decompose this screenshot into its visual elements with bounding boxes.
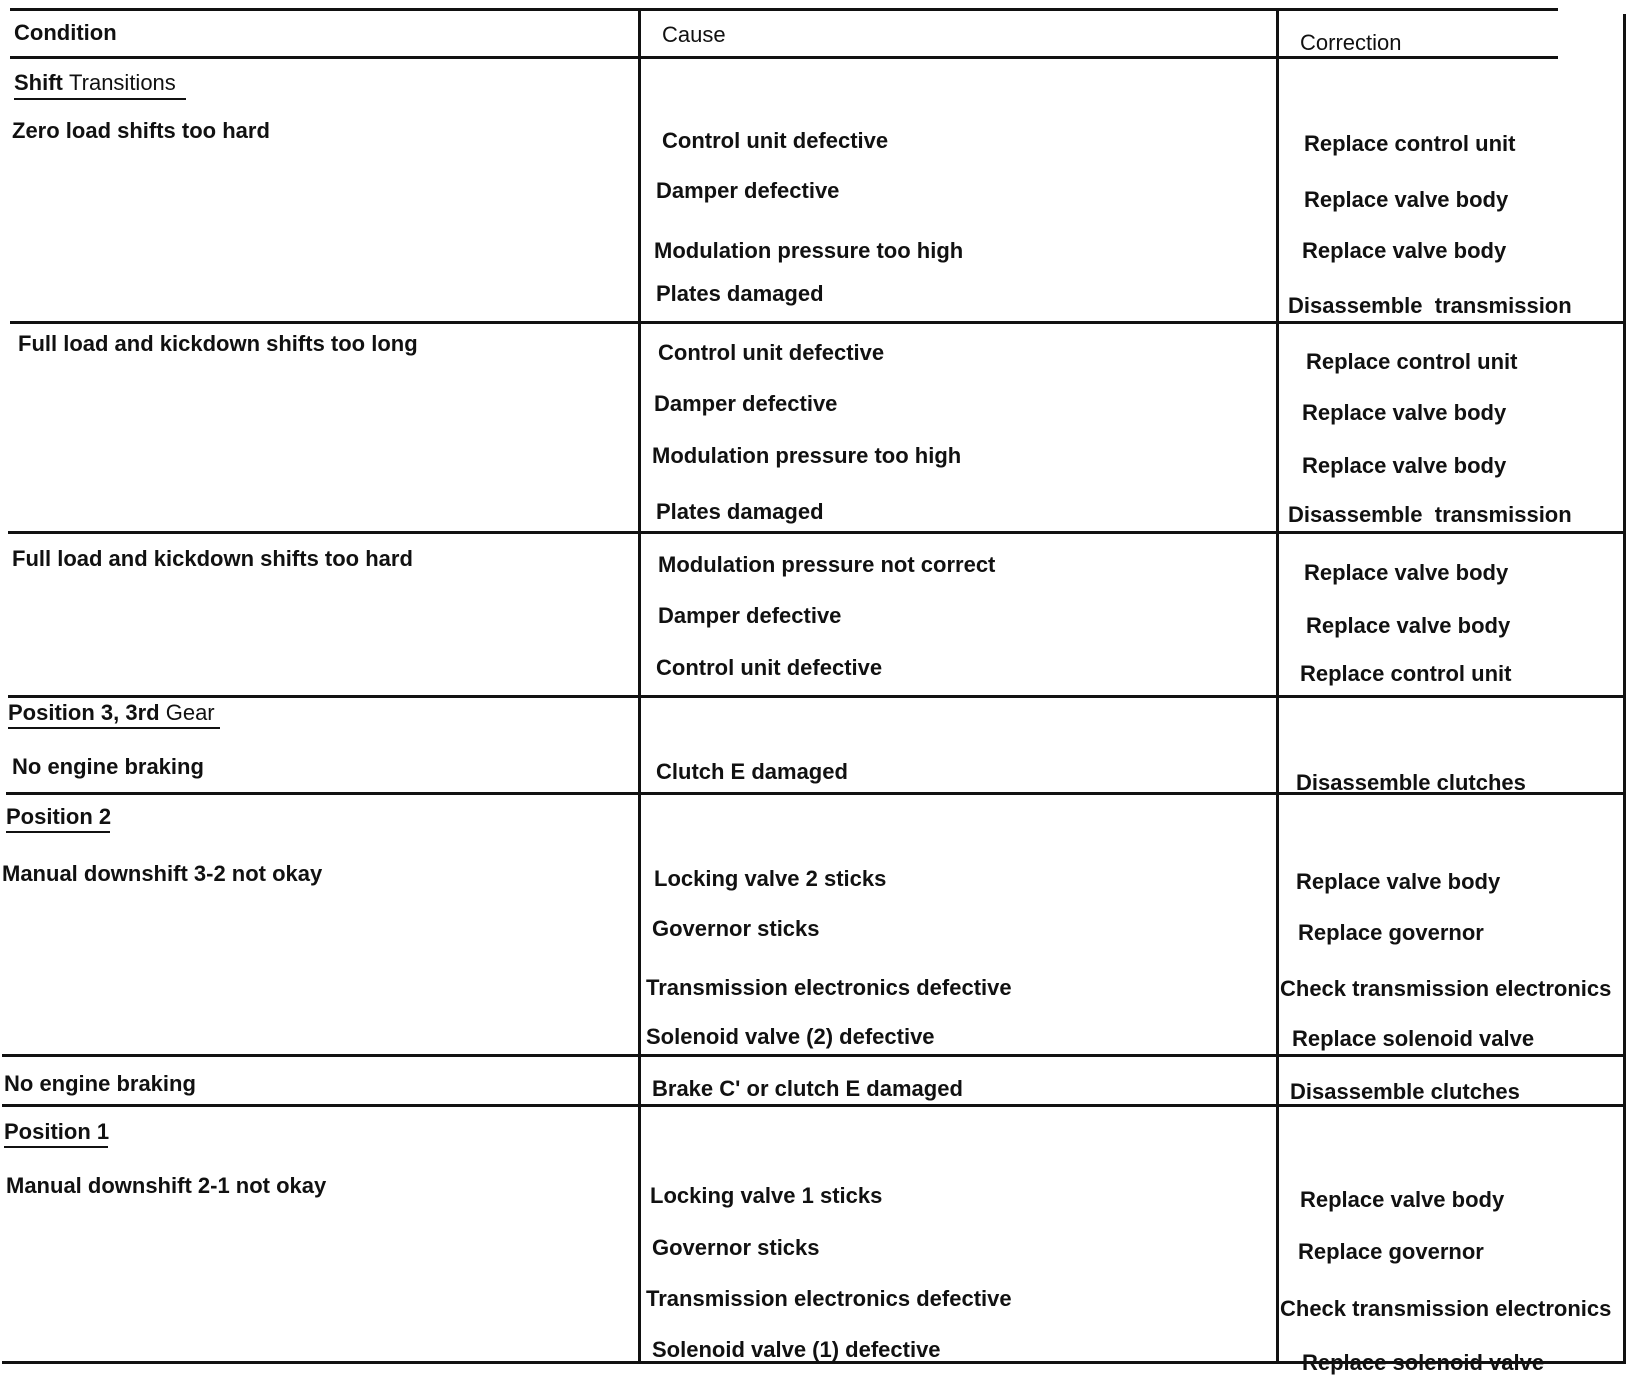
correction-cell: Check transmission electronics bbox=[1280, 976, 1612, 1001]
correction-cell: Check transmission electronics bbox=[1280, 1296, 1612, 1321]
cause-rest-part: defective bbox=[786, 128, 889, 153]
correction-cell: Disassemble transmission bbox=[1288, 502, 1572, 527]
correction-cell: Replace control unit bbox=[1304, 131, 1516, 156]
correction-cell: Replace valve body bbox=[1304, 560, 1509, 585]
header-divider bbox=[10, 56, 1558, 59]
correction-cell: Replace governor bbox=[1298, 1239, 1484, 1264]
correction-cell: Disassemble transmission bbox=[1288, 293, 1572, 318]
section-heading-underline bbox=[8, 727, 220, 729]
section-heading-rest: Transitions bbox=[69, 70, 176, 95]
row-divider bbox=[10, 321, 1626, 324]
right-border bbox=[1623, 14, 1626, 1364]
cause-cell: Governor sticks bbox=[652, 1235, 820, 1260]
cause-cell: Locking valve 2 sticks bbox=[654, 866, 887, 891]
section-heading-rest: Gear bbox=[165, 700, 215, 725]
cause-bold-part: Control unit bbox=[662, 128, 787, 153]
condition-cell: Manual downshift 3-2 not okay bbox=[2, 861, 323, 886]
column-divider-cause bbox=[638, 8, 641, 1364]
correction-cell: Replace control unit bbox=[1306, 349, 1518, 374]
header-correction: Correction bbox=[1300, 30, 1402, 55]
cause-cell bbox=[662, 128, 888, 154]
section-heading-underline bbox=[6, 831, 110, 833]
correction-cell: Replace solenoid valve bbox=[1302, 1350, 1545, 1375]
header-condition: Condition bbox=[14, 20, 117, 45]
correction-cell: Replace solenoid valve bbox=[1292, 1026, 1535, 1051]
correction-cell: Replace valve body bbox=[1300, 1187, 1505, 1212]
correction-cell: Replace valve body bbox=[1302, 238, 1507, 263]
section-heading-position-2: Position 2 bbox=[6, 804, 112, 829]
section-heading-underline bbox=[14, 98, 186, 100]
cause-cell: Plates damaged bbox=[656, 281, 824, 306]
row-divider bbox=[2, 1054, 1626, 1057]
section-heading-underline bbox=[4, 1146, 108, 1148]
cause-cell: Control unit defective bbox=[656, 655, 883, 680]
cause-cell: Transmission electronics defective bbox=[646, 975, 1012, 1000]
condition-cell: Full load and kickdown shifts too long bbox=[18, 331, 418, 356]
section-heading-bold: Position 3, 3rd bbox=[8, 700, 160, 725]
cause-cell: Damper defective bbox=[658, 603, 842, 628]
correction-cell: Replace governor bbox=[1298, 920, 1484, 945]
condition-cell: No engine braking bbox=[12, 754, 204, 779]
cause-cell: Governor sticks bbox=[652, 916, 820, 941]
correction-cell: Replace control unit bbox=[1300, 661, 1512, 686]
header-cause: Cause bbox=[662, 22, 726, 47]
top-border bbox=[10, 8, 1558, 11]
cause-cell: Damper defective bbox=[656, 178, 840, 203]
correction-cell: Replace valve body bbox=[1304, 187, 1509, 212]
cause-cell: Solenoid valve (1) defective bbox=[652, 1337, 941, 1362]
correction-cell: Replace valve body bbox=[1302, 453, 1507, 478]
cause-cell: Plates damaged bbox=[656, 499, 824, 524]
cause-cell: Locking valve 1 sticks bbox=[650, 1183, 883, 1208]
cause-cell: Transmission electronics defective bbox=[646, 1286, 1012, 1311]
condition-cell: Manual downshift 2-1 not okay bbox=[6, 1173, 327, 1198]
section-heading-position-1: Position 1 bbox=[4, 1119, 110, 1144]
cause-cell: Solenoid valve (2) defective bbox=[646, 1024, 935, 1049]
section-heading-bold: Shift bbox=[14, 70, 63, 95]
row-divider bbox=[8, 695, 1626, 698]
correction-cell: Disassemble clutches bbox=[1296, 770, 1526, 795]
section-heading-shift-transitions bbox=[14, 70, 176, 96]
cause-cell bbox=[658, 340, 884, 366]
cause-bold-part: Control unit bbox=[658, 340, 783, 365]
cause-cell: Modulation pressure not correct bbox=[658, 552, 996, 577]
cause-cell: Clutch E damaged bbox=[656, 759, 848, 784]
section-heading-position-3 bbox=[8, 700, 215, 726]
row-divider bbox=[8, 531, 1626, 534]
correction-cell: Replace valve body bbox=[1296, 869, 1501, 894]
condition-cell: Zero load shifts too hard bbox=[12, 118, 270, 143]
correction-cell: Replace valve body bbox=[1302, 400, 1507, 425]
cause-rest-part: defective bbox=[782, 340, 885, 365]
correction-cell: Disassemble clutches bbox=[1290, 1079, 1520, 1104]
condition-cell: No engine braking bbox=[4, 1071, 196, 1096]
condition-cell: Full load and kickdown shifts too hard bbox=[12, 546, 413, 571]
cause-cell: Brake C' or clutch E damaged bbox=[652, 1076, 963, 1101]
cause-cell: Modulation pressure too high bbox=[654, 238, 964, 263]
cause-cell: Damper defective bbox=[654, 391, 838, 416]
cause-cell: Modulation pressure too high bbox=[652, 443, 962, 468]
correction-cell: Replace valve body bbox=[1306, 613, 1511, 638]
column-divider-correction bbox=[1276, 8, 1279, 1364]
